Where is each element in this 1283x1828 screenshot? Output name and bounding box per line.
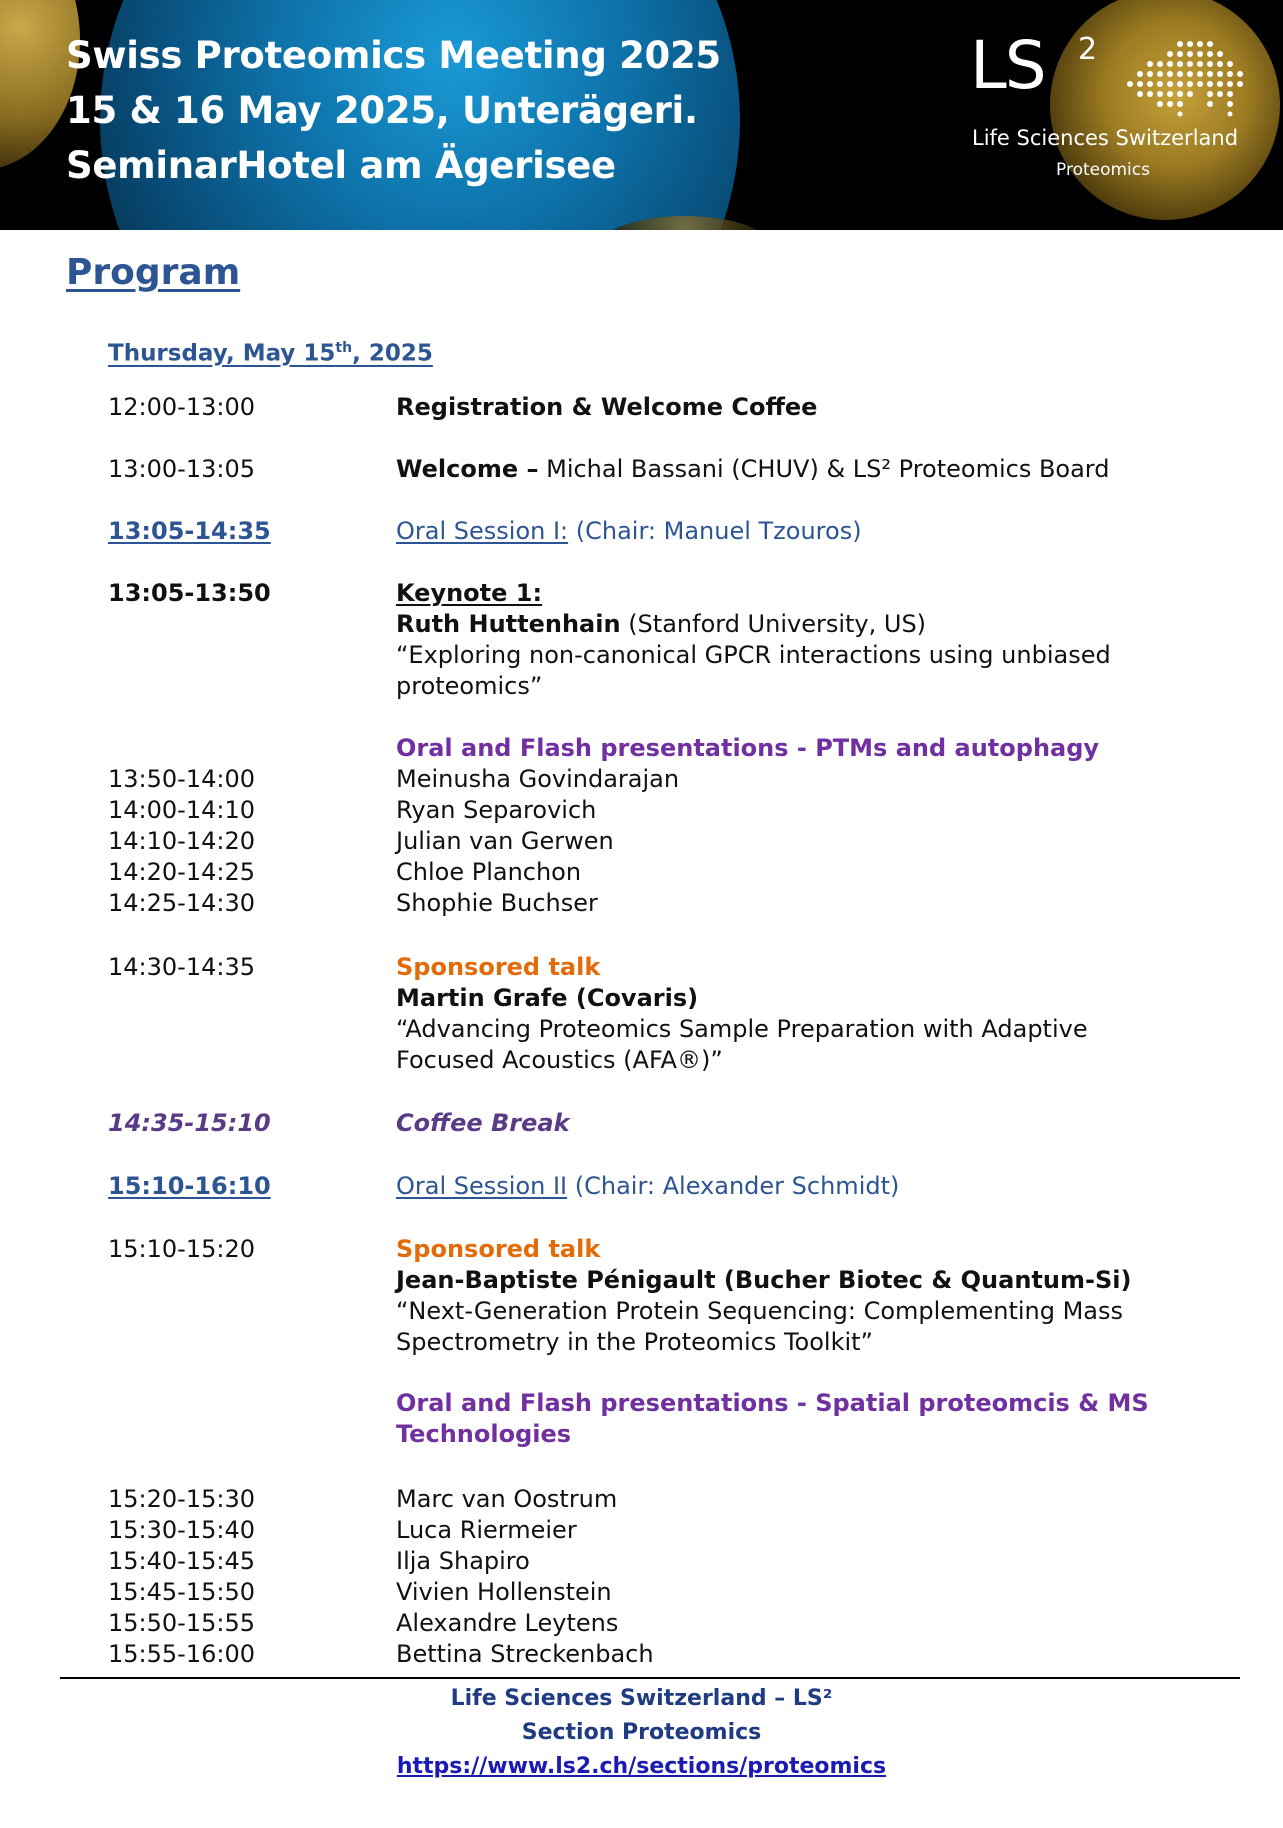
session-title: Coffee Break [396,1109,570,1137]
session-description [396,578,1196,702]
time-slot: 15:50-15:55 [108,1609,255,1637]
time-slot: 15:40-15:45 [108,1547,255,1575]
session-title: Keynote 1: [396,579,543,607]
page-title: Program [66,252,241,293]
time-slot: 13:05-14:35 [108,517,271,545]
speaker-line [396,609,1196,640]
time-slot: 12:00-13:00 [108,393,255,421]
talk-title: “Exploring non-canonical GPCR interactions using unbiased [396,641,1111,669]
ls2-logo [970,27,1260,190]
header-banner [0,0,1283,230]
session-title: Registration & Welcome Coffee [396,393,818,421]
speaker-name: Luca Riermeier [396,1516,577,1544]
talk-title: “Advancing Proteomics Sample Preparation with Adaptive [396,1015,1088,1043]
speaker-name: Bettina Streckenbach [396,1640,654,1668]
talk-title: proteomics” [396,672,543,700]
session-title: Sponsored talk [396,1235,601,1263]
day-heading-text: Thursday, May 15 [108,340,336,367]
time-slot: 13:05-13:50 [108,579,271,607]
section-heading-line: Technologies [396,1420,572,1448]
speaker-name: Marc van Oostrum [396,1485,618,1513]
time-slot: 14:35-15:10 [108,1109,271,1137]
logo-ls-text: LS [970,27,1045,104]
speaker-name: Chloe Planchon [396,858,582,886]
footer-website-link[interactable]: https://www.ls2.ch/sections/proteomics [396,1754,887,1779]
footer-section: Section Proteomics [521,1720,762,1745]
time-slot: 14:20-14:25 [108,858,255,886]
section-heading-line: Oral and Flash presentations - Spatial proteomcis & MS [396,1389,1149,1417]
time-slot: 13:50-14:00 [108,765,255,793]
session-title: Sponsored talk [396,953,601,981]
time-slot: 13:00-13:05 [108,455,255,483]
talk-title: “Next-Generation Protein Sequencing: Complementing Mass [396,1297,1124,1325]
day-heading-sup: th [335,340,353,356]
session-detail: Michal Bassani (CHUV) & LS² Proteomics Board [538,455,1110,483]
session-description [396,454,1196,485]
time-slot: 15:10-15:20 [108,1235,255,1263]
talk-title: Spectrometry in the Proteomics Toolkit” [396,1328,873,1356]
time-slot: 14:00-14:10 [108,796,255,824]
day-heading-year: , 2025 [352,340,433,367]
logo-section-name: Proteomics [1056,160,1150,180]
section-heading-text: Oral and Flash presentations - PTMs and autophagy [396,734,1100,762]
section-heading-text [396,1388,1196,1450]
time-slot: 14:30-14:35 [108,953,255,981]
speaker-name: Ruth Huttenhain [396,610,621,638]
session-description [396,1234,1256,1358]
session-chair: (Chair: Alexander Schmidt) [567,1172,900,1200]
time-slot: 15:30-15:40 [108,1516,255,1544]
time-slot: 15:45-15:50 [108,1578,255,1606]
time-slot: 15:20-15:30 [108,1485,255,1513]
logo-superscript: 2 [1078,32,1098,67]
footer-organization: Life Sciences Switzerland – LS² [450,1686,833,1711]
time-slot: 14:25-14:30 [108,889,255,917]
time-slot: 14:10-14:20 [108,827,255,855]
meeting-venue-line: SeminarHotel am Ägerisee [66,144,616,187]
talk-title: Focused Acoustics (AFA®)” [396,1046,723,1074]
meeting-date-line: 15 & 16 May 2025, Unterägeri. [66,89,698,132]
time-slot: 15:55-16:00 [108,1640,255,1668]
meeting-title [66,28,721,193]
footer-divider [60,1677,1240,1679]
session-description [396,952,1196,1076]
speaker-name: Ryan Separovich [396,796,597,824]
speaker-name: Martin Grafe (Covaris) [396,984,699,1012]
day-heading [108,340,433,367]
session-chair: (Chair: Manuel Tzouros) [568,517,862,545]
speaker-name: Julian van Gerwen [396,827,614,855]
speaker-name: Vivien Hollenstein [396,1578,612,1606]
speaker-name: Shophie Buchser [396,889,598,917]
speaker-name: Jean-Baptiste Pénigault (Bucher Biotec & Quantum-Si) [396,1266,1132,1294]
speaker-name: Meinusha Govindarajan [396,765,680,793]
time-slot: 15:10-16:10 [108,1172,271,1200]
speaker-name: Alexandre Leytens [396,1609,619,1637]
speaker-name: Ilja Shapiro [396,1547,530,1575]
session-title: Welcome – [396,455,539,483]
dot-matrix-icon [1110,38,1250,118]
session-title: Oral Session II [396,1172,568,1200]
session-description [396,516,1196,547]
session-description [396,1171,1196,1202]
speaker-affiliation: (Stanford University, US) [620,610,927,638]
logo-organization-name: Life Sciences Switzerland [972,126,1239,150]
footer-link-container [0,1750,1283,1784]
meeting-title-line: Swiss Proteomics Meeting 2025 [66,34,721,77]
session-title: Oral Session I: [396,517,569,545]
